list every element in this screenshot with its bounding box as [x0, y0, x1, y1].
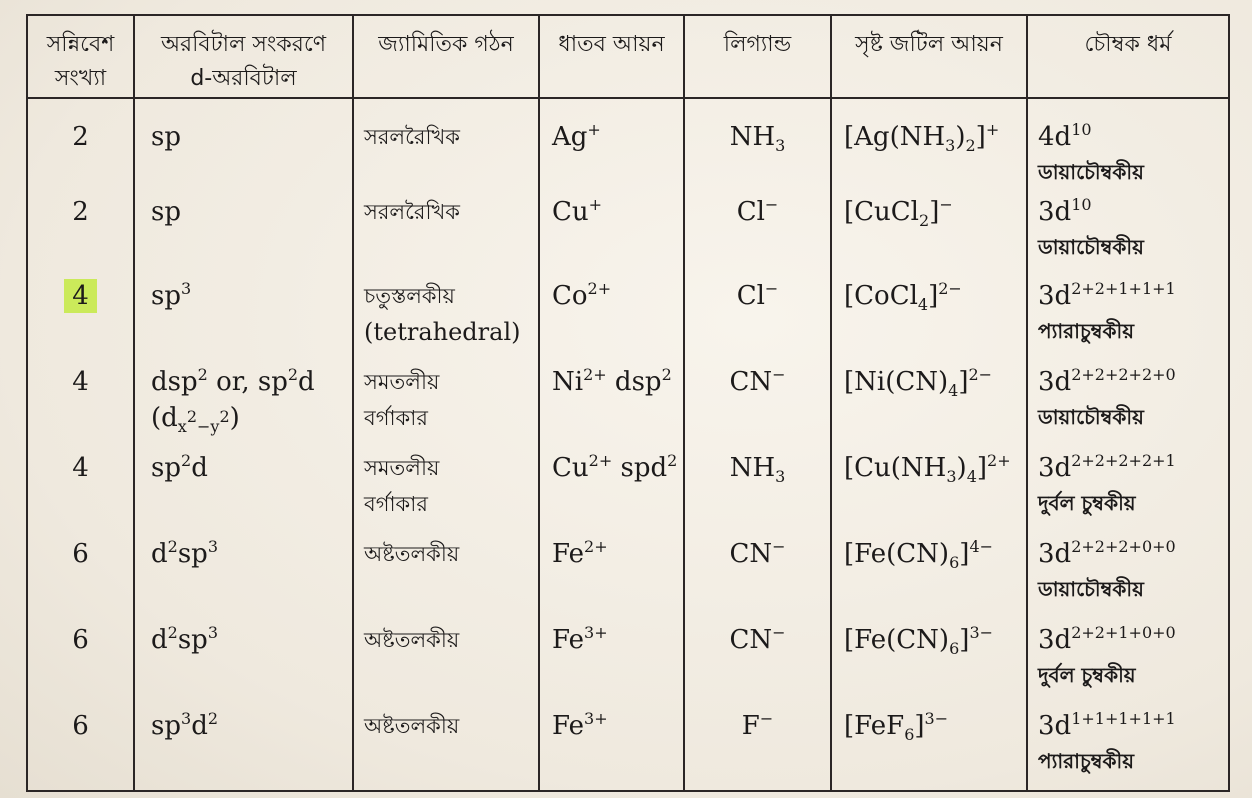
- metal-ion-cell: $Ni^{2+}$ dsp$^2$: [539, 360, 684, 446]
- table-row: [27, 446, 1229, 532]
- magnetic-cell: $3d^{2+2+1+0+0}$ দুর্বল চুম্বকীয়: [1027, 618, 1229, 704]
- geometry-cell: অষ্টতলকীয়: [353, 618, 539, 704]
- table-row: [27, 704, 1229, 791]
- header-geometry: জ্যামিতিক গঠন: [353, 15, 539, 98]
- magnetic-cell: $4d^{10}$ ডায়াচৌম্বকীয়: [1027, 98, 1229, 190]
- metal-ion-cell: $Fe^{2+}$: [539, 532, 684, 618]
- table-row: [27, 360, 1229, 446]
- complex-ion-cell: $[FeF_6]^{3-}$: [831, 704, 1027, 791]
- complex-ion-cell: $[Fe(CN)_6]^{3-}$: [831, 618, 1027, 704]
- coordination-number: 4: [27, 446, 134, 532]
- ligand-cell: Cl−: [684, 274, 831, 360]
- geometry-cell: সমতলীয় বর্গাকার: [353, 360, 539, 446]
- geometry-cell: অষ্টতলকীয়: [353, 532, 539, 618]
- magnetic-cell: $3d^{2+2+1+1+1}$ প্যারাচুম্বকীয়: [1027, 274, 1229, 360]
- geometry-cell: অষ্টতলকীয়: [353, 704, 539, 791]
- magnetic-cell: $3d^{10}$ ডায়াচৌম্বকীয়: [1027, 190, 1229, 274]
- header-hybridization: অরবিটাল সংকরণে d-অরবিটাল: [134, 15, 353, 98]
- coordination-number: [27, 274, 134, 360]
- complex-ion-cell: $[Fe(CN)_6]^{4-}$: [831, 532, 1027, 618]
- geometry-cell: সরলরৈখিক: [353, 190, 539, 274]
- table-row: [27, 190, 1229, 274]
- metal-ion-cell: $Co^{2+}$: [539, 274, 684, 360]
- coordination-number: 2: [27, 98, 134, 190]
- complex-ion-cell: [CuCl$_2$]−: [831, 190, 1027, 274]
- hybridization-cell: dsp$^2$ or, $sp^2d$ $(d_{x^2-y^2})$: [134, 360, 353, 446]
- table-row: [27, 618, 1229, 704]
- coordination-complex-table: [26, 14, 1230, 792]
- ligand-cell: CN−: [684, 532, 831, 618]
- complex-ion-cell: $[Cu(NH_3)_4]^{2+}$: [831, 446, 1027, 532]
- hybridization-cell: $d^2sp^3$: [134, 532, 353, 618]
- ligand-cell: $NH_3$: [684, 446, 831, 532]
- metal-ion-cell: $Cu^{2+}$ spd$^2$: [539, 446, 684, 532]
- header-metal-ion: ধাতব আয়ন: [539, 15, 684, 98]
- complex-ion-cell: $[Ag(NH_3)_2]^+$: [831, 98, 1027, 190]
- table-row: [27, 98, 1229, 190]
- magnetic-cell: $3d^{2+2+2+2+1}$ দুর্বল চুম্বকীয়: [1027, 446, 1229, 532]
- hybridization-cell: $sp^3d^2$: [134, 704, 353, 791]
- header-ligand: লিগ্যান্ড: [684, 15, 831, 98]
- geometry-cell: চতুস্তলকীয় (tetrahedral): [353, 274, 539, 360]
- header-complex-ion: সৃষ্ট জটিল আয়ন: [831, 15, 1027, 98]
- ligand-cell: F−: [684, 704, 831, 791]
- coordination-number: 4: [27, 360, 134, 446]
- magnetic-cell: $3d^{1+1+1+1+1}$ প্যারাচুম্বকীয়: [1027, 704, 1229, 791]
- ligand-cell: CN−: [684, 360, 831, 446]
- geometry-cell: সমতলীয় বর্গাকার: [353, 446, 539, 532]
- header-magnetic-property: চৌম্বক ধর্ম: [1027, 15, 1229, 98]
- coordination-number: 6: [27, 618, 134, 704]
- table-row: [27, 274, 1229, 360]
- hybridization-cell: $sp^3$: [134, 274, 353, 360]
- hybridization-cell: sp: [134, 98, 353, 190]
- complex-ion-cell: $[Ni(CN)_4]^{2-}$: [831, 360, 1027, 446]
- metal-ion-cell: $Fe^{3+}$: [539, 618, 684, 704]
- table-row: [27, 532, 1229, 618]
- coordination-number: 6: [27, 532, 134, 618]
- highlight-marker: 4: [64, 279, 97, 313]
- complex-ion-cell: [CoCl$_4$]$^{2-}$: [831, 274, 1027, 360]
- metal-ion-cell: $Fe^{3+}$: [539, 704, 684, 791]
- ligand-cell: Cl−: [684, 190, 831, 274]
- magnetic-cell: $3d^{2+2+2+2+0}$ ডায়াচৌম্বকীয়: [1027, 360, 1229, 446]
- ligand-cell: $NH_3$: [684, 98, 831, 190]
- ligand-cell: CN−: [684, 618, 831, 704]
- header-coordination-number: সন্নিবেশ সংখ্যা: [27, 15, 134, 98]
- hybridization-cell: $d^2sp^3$: [134, 618, 353, 704]
- coordination-number: 6: [27, 704, 134, 791]
- hybridization-cell: sp: [134, 190, 353, 274]
- magnetic-cell: $3d^{2+2+2+0+0}$ ডায়াচৌম্বকীয়: [1027, 532, 1229, 618]
- hybridization-cell: $sp^2d$: [134, 446, 353, 532]
- geometry-cell: সরলরৈখিক: [353, 98, 539, 190]
- header-row: [27, 15, 1229, 98]
- metal-ion-cell: Cu+: [539, 190, 684, 274]
- metal-ion-cell: Ag+: [539, 98, 684, 190]
- coordination-number: 2: [27, 190, 134, 274]
